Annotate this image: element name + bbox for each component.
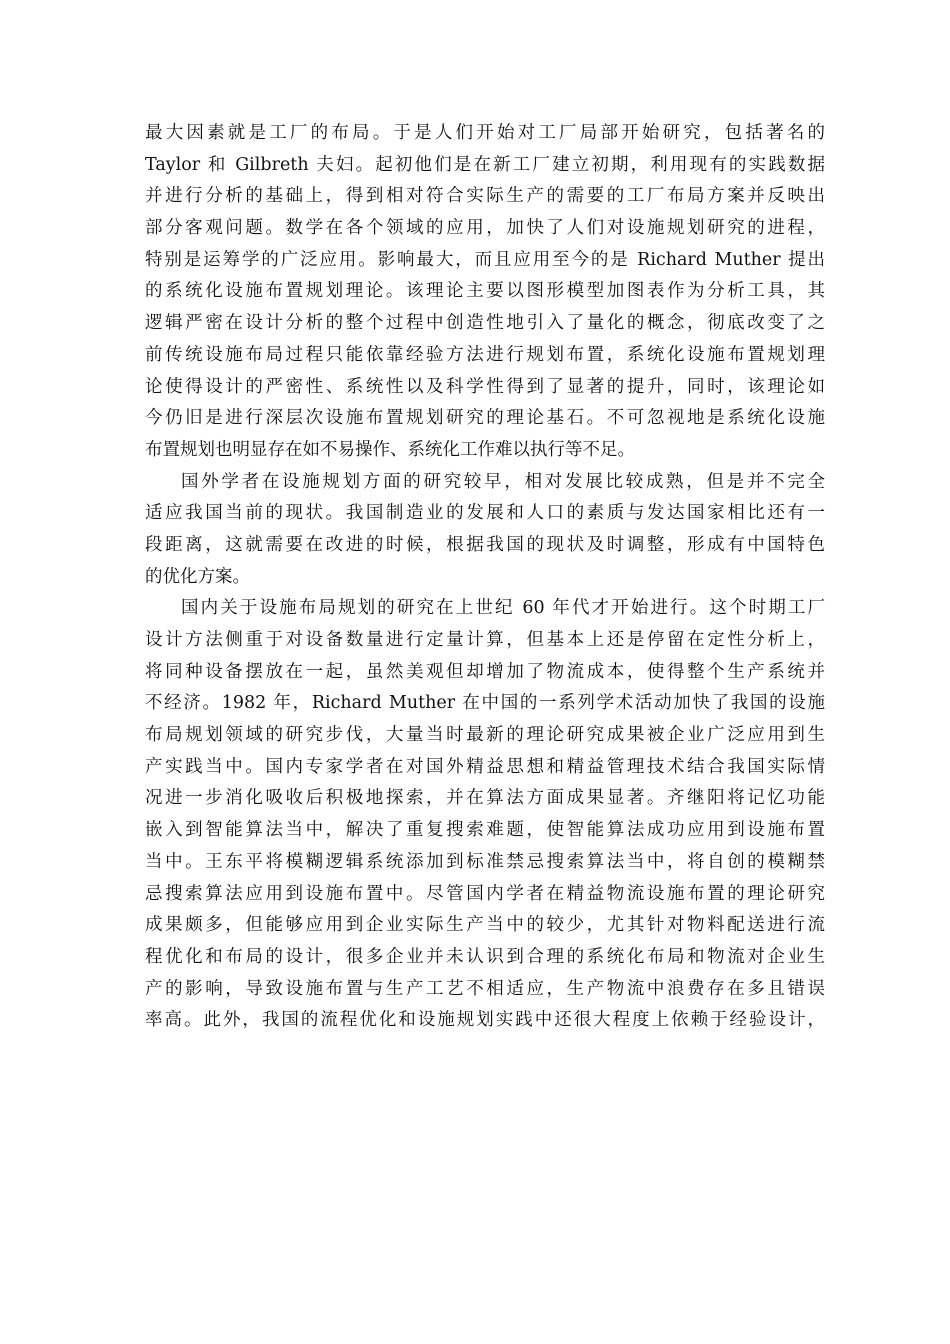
text-line: 程优化和布局的设计，很多企业并未认识到合理的系统化布局和物流对企业生 <box>145 946 825 967</box>
text-line: 的系统化设施布置规划理论。该理论主要以图形模型加图表作为分析工具，其 <box>145 281 825 302</box>
text-line: 产的影响，导致设施布置与生产工艺不相适应，生产物流中浪费存在多且错误 <box>145 978 825 999</box>
text-line: 论使得设计的严密性、系统性以及科学性得到了显著的提升，同时，该理论如 <box>145 376 825 397</box>
text-line: 今仍旧是进行深层次设施布置规划研究的理论基石。不可忽视地是系统化设施 <box>145 408 825 429</box>
text-line: 嵌入到智能算法当中，解决了重复搜索难题，使智能算法成功应用到设施布置 <box>145 820 825 841</box>
text-line: 段距离，这就需要在改进的时候，根据我国的现状及时调整，形成有中国特色 <box>145 534 825 555</box>
text-line: 布置规划也明显存在如不易操作、系统化工作难以执行等不足。 <box>145 439 635 460</box>
body-text <box>145 118 825 1037</box>
text-line: 最大因素就是工厂的布局。于是人们开始对工厂局部开始研究，包括著名的 <box>145 123 825 143</box>
text-line: 设计方法侧重于对设备数量进行定量计算，但基本上还是停留在定性分析上， <box>145 630 825 650</box>
text-line: 产实践当中。国内专家学者在对国外精益思想和精益管理技术结合我国实际情 <box>145 756 825 777</box>
text-line: 部分客观问题。数学在各个领域的应用，加快了人们对设施规划研究的进程， <box>145 218 825 239</box>
text-line: 国外学者在设施规划方面的研究较早，相对发展比较成熟，但是并不完全 <box>181 471 825 492</box>
text-line: 逻辑严密在设计分析的整个过程中创造性地引入了量化的概念，彻底改变了之 <box>145 313 825 334</box>
text-line: 率高。此外，我国的流程优化和设施规划实践中还很大程度上依赖于经验设计， <box>145 1010 825 1031</box>
text-line: 适应我国当前的现状。我国制造业的发展和人口的素质与发达国家相比还有一 <box>145 503 825 524</box>
text-line: 特别是运筹学的广泛应用。影响最大，而且应用至今的是 Richard Muther 提出 <box>145 249 825 270</box>
paragraph-2 <box>145 467 825 594</box>
text-line: 前传统设施布局过程只能依靠经验方法进行规划布置，系统化设施布置规划理 <box>145 344 825 365</box>
paragraph-3 <box>145 593 825 1037</box>
text-line: 当中。王东平将模糊逻辑系统添加到标准禁忌搜索算法当中，将自创的模糊禁 <box>145 851 825 872</box>
text-line: 不经济。1982 年，Richard Muther 在中国的一系列学术活动加快了我国的设施 <box>145 693 825 714</box>
text-line: 将同种设备摆放在一起，虽然美观但却增加了物流成本，使得整个生产系统并 <box>145 661 825 682</box>
text-line: 布局规划领域的研究步伐，大量当时最新的理论研究成果被企业广泛应用到生 <box>145 725 825 746</box>
text-line: 忌搜索算法应用到设施布置中。尽管国内学者在精益物流设施布置的理论研究 <box>145 883 825 904</box>
text-line: 成果颇多，但能够应用到企业实际生产当中的较少，尤其针对物料配送进行流 <box>145 915 825 936</box>
text-line: 的优化方案。 <box>145 566 250 587</box>
text-line: 并进行分析的基础上，得到相对符合实际生产的需要的工厂布局方案并反映出 <box>145 186 825 207</box>
text-line: 况进一步消化吸收后积极地探索，并在算法方面成果显著。齐继阳将记忆功能 <box>145 788 825 809</box>
text-line: Taylor 和 Gilbreth 夫妇。起初他们是在新工厂建立初期，利用现有的实践数据 <box>145 154 825 175</box>
text-line: 国内关于设施布局规划的研究在上世纪 60 年代才开始进行。这个时期工厂 <box>181 598 825 619</box>
paragraph-1 <box>145 118 825 467</box>
